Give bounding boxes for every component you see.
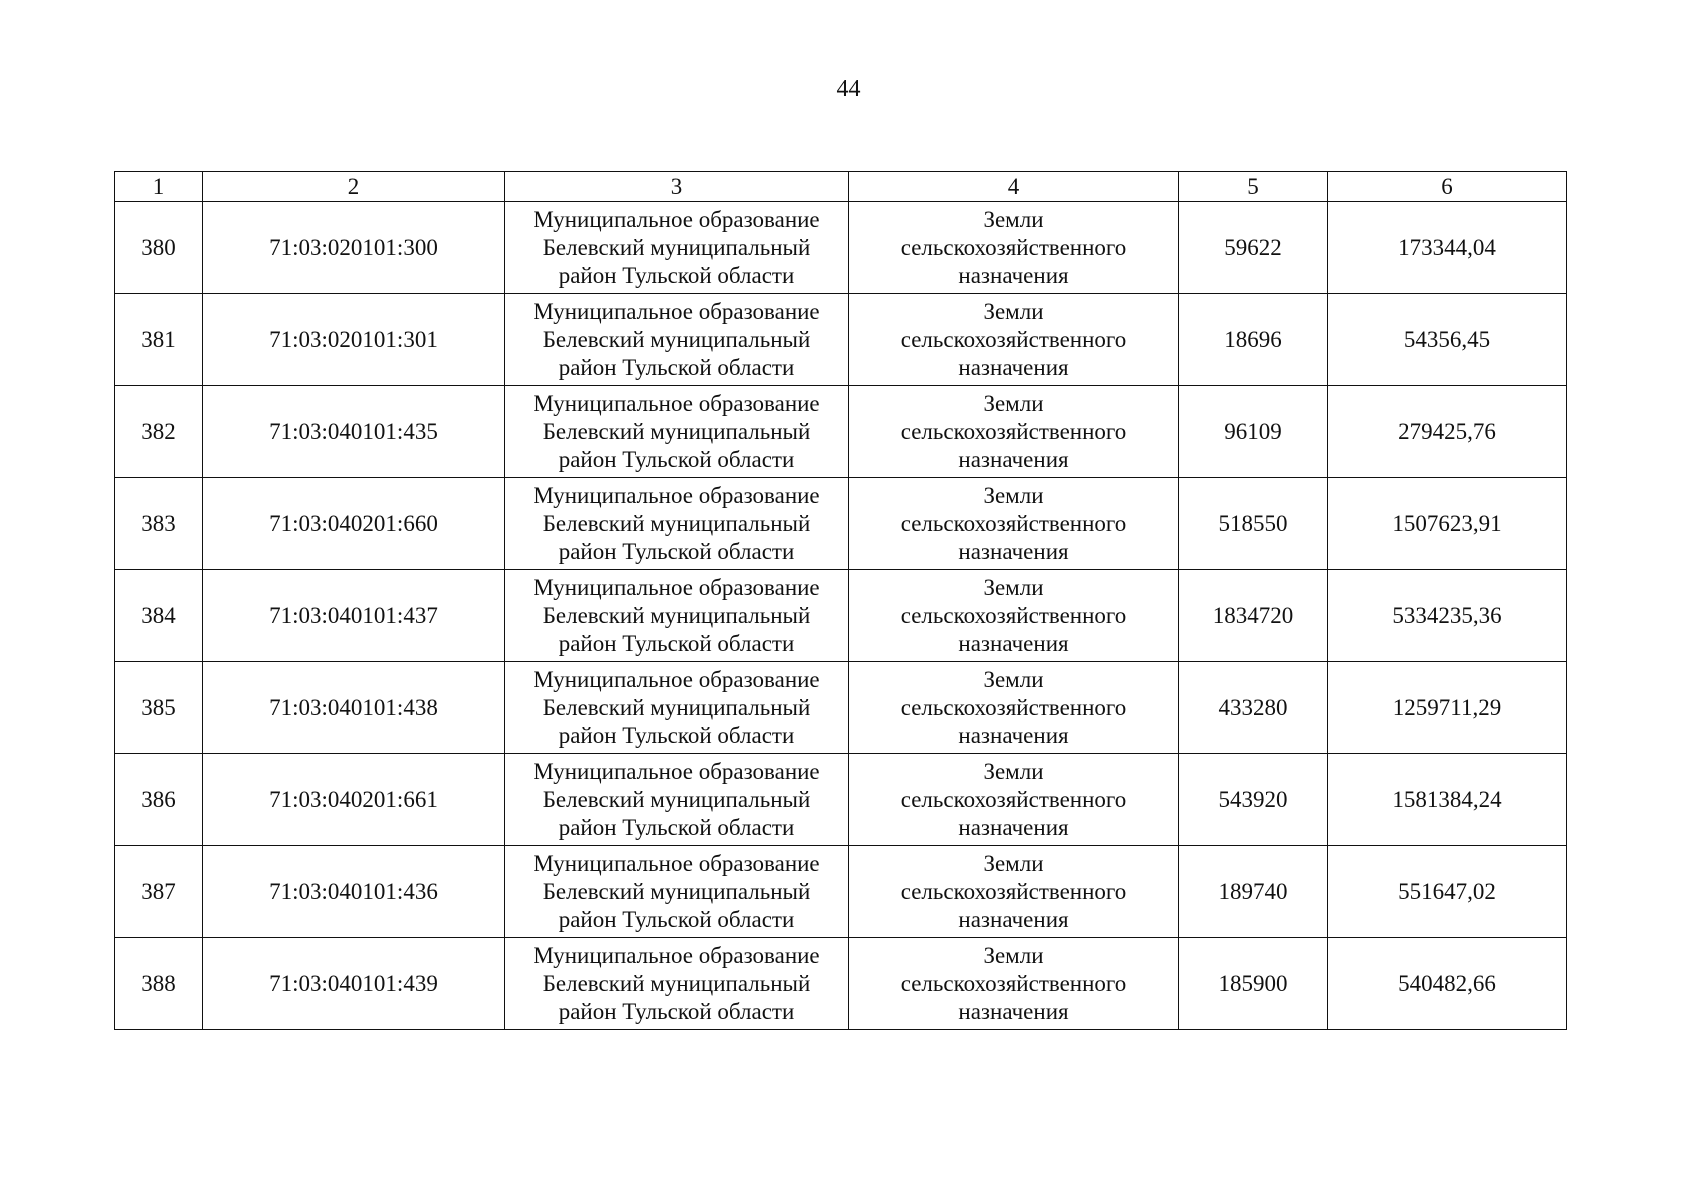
area-cell: 189740 <box>1179 846 1328 938</box>
cadastral-value-cell: 540482,66 <box>1328 938 1567 1030</box>
row-number-cell: 380 <box>115 202 203 294</box>
row-number-cell: 385 <box>115 662 203 754</box>
owner-cell <box>505 386 849 478</box>
owner-cell <box>505 754 849 846</box>
table-row <box>115 478 1567 570</box>
land-category-line: Земли <box>983 574 1044 600</box>
land-category-line: назначения <box>958 446 1069 472</box>
area-cell: 518550 <box>1179 478 1328 570</box>
land-category-cell <box>849 938 1179 1030</box>
land-category-line: сельскохозяйственного <box>900 510 1127 536</box>
row-number-cell: 386 <box>115 754 203 846</box>
table-row <box>115 386 1567 478</box>
land-category-line: Земли <box>983 942 1044 968</box>
land-category-line: сельскохозяйственного <box>900 234 1127 260</box>
owner-line: Белевский муниципальный <box>542 326 811 352</box>
table-header-row <box>115 172 1567 202</box>
land-category-line: Земли <box>983 482 1044 508</box>
row-number-cell: 387 <box>115 846 203 938</box>
cadastral-number-cell: 71:03:040101:436 <box>203 846 505 938</box>
land-category-line: сельскохозяйственного <box>900 786 1127 812</box>
owner-line: Муниципальное образование <box>533 850 820 876</box>
owner-line: район Тульской области <box>558 262 795 288</box>
cadastral-value-cell: 1581384,24 <box>1328 754 1567 846</box>
land-category-line: сельскохозяйственного <box>900 970 1127 996</box>
owner-line: район Тульской области <box>558 446 795 472</box>
cadastral-number-cell: 71:03:040201:661 <box>203 754 505 846</box>
land-category-line: Земли <box>983 206 1044 232</box>
land-category-cell <box>849 570 1179 662</box>
owner-cell <box>505 938 849 1030</box>
table-body <box>115 202 1567 1030</box>
owner-line: Муниципальное образование <box>533 666 820 692</box>
cadastral-number-cell: 71:03:040101:435 <box>203 386 505 478</box>
column-header-5: 5 <box>1179 172 1328 202</box>
area-cell: 59622 <box>1179 202 1328 294</box>
land-category-line: Земли <box>983 758 1044 784</box>
cadastral-value-cell: 54356,45 <box>1328 294 1567 386</box>
land-category-line: сельскохозяйственного <box>900 694 1127 720</box>
row-number-cell: 383 <box>115 478 203 570</box>
land-category-line: назначения <box>958 354 1069 380</box>
area-cell: 18696 <box>1179 294 1328 386</box>
land-category-cell <box>849 478 1179 570</box>
owner-line: Муниципальное образование <box>533 206 820 232</box>
cadastral-number-cell: 71:03:020101:300 <box>203 202 505 294</box>
area-cell: 96109 <box>1179 386 1328 478</box>
land-category-line: назначения <box>958 722 1069 748</box>
owner-line: Белевский муниципальный <box>542 234 811 260</box>
column-header-1: 1 <box>115 172 203 202</box>
area-cell: 433280 <box>1179 662 1328 754</box>
land-category-line: Земли <box>983 850 1044 876</box>
owner-line: район Тульской области <box>558 814 795 840</box>
owner-line: Муниципальное образование <box>533 758 820 784</box>
table-row <box>115 938 1567 1030</box>
owner-cell <box>505 202 849 294</box>
owner-line: район Тульской области <box>558 906 795 932</box>
row-number-cell: 381 <box>115 294 203 386</box>
area-cell: 543920 <box>1179 754 1328 846</box>
owner-line: Муниципальное образование <box>533 298 820 324</box>
land-category-cell <box>849 386 1179 478</box>
page-number: 44 <box>836 76 861 102</box>
owner-line: Муниципальное образование <box>533 482 820 508</box>
land-category-line: сельскохозяйственного <box>900 326 1127 352</box>
land-category-line: назначения <box>958 262 1069 288</box>
land-category-line: Земли <box>983 298 1044 324</box>
table-row <box>115 294 1567 386</box>
column-header-6: 6 <box>1328 172 1567 202</box>
row-number-cell: 382 <box>115 386 203 478</box>
owner-line: район Тульской области <box>558 538 795 564</box>
column-header-4: 4 <box>849 172 1179 202</box>
land-category-cell <box>849 294 1179 386</box>
cadastral-value-cell: 173344,04 <box>1328 202 1567 294</box>
cadastral-number-cell: 71:03:040101:438 <box>203 662 505 754</box>
land-category-cell <box>849 754 1179 846</box>
owner-line: Белевский муниципальный <box>542 970 811 996</box>
owner-line: район Тульской области <box>558 722 795 748</box>
table-row <box>115 846 1567 938</box>
owner-cell <box>505 294 849 386</box>
row-number-cell: 388 <box>115 938 203 1030</box>
owner-cell <box>505 570 849 662</box>
owner-line: Муниципальное образование <box>533 942 820 968</box>
table-row <box>115 202 1567 294</box>
land-category-line: назначения <box>958 814 1069 840</box>
owner-line: район Тульской области <box>558 998 795 1024</box>
land-category-line: назначения <box>958 998 1069 1024</box>
owner-line: Белевский муниципальный <box>542 510 811 536</box>
owner-line: район Тульской области <box>558 354 795 380</box>
table-row <box>115 570 1567 662</box>
owner-line: Белевский муниципальный <box>542 694 811 720</box>
land-category-line: назначения <box>958 906 1069 932</box>
owner-line: Белевский муниципальный <box>542 602 811 628</box>
land-category-line: назначения <box>958 630 1069 656</box>
cadastral-value-cell: 5334235,36 <box>1328 570 1567 662</box>
column-header-2: 2 <box>203 172 505 202</box>
row-number-cell: 384 <box>115 570 203 662</box>
land-category-line: Земли <box>983 390 1044 416</box>
owner-cell <box>505 846 849 938</box>
owner-cell <box>505 662 849 754</box>
land-category-cell <box>849 846 1179 938</box>
cadastral-value-cell: 279425,76 <box>1328 386 1567 478</box>
area-cell: 1834720 <box>1179 570 1328 662</box>
land-category-cell <box>849 202 1179 294</box>
owner-line: Белевский муниципальный <box>542 418 811 444</box>
cadastral-number-cell: 71:03:020101:301 <box>203 294 505 386</box>
table-row <box>115 662 1567 754</box>
land-plots-table <box>114 171 1567 1030</box>
land-category-line: сельскохозяйственного <box>900 602 1127 628</box>
cadastral-value-cell: 1507623,91 <box>1328 478 1567 570</box>
cadastral-number-cell: 71:03:040201:660 <box>203 478 505 570</box>
owner-cell <box>505 478 849 570</box>
land-category-line: Земли <box>983 666 1044 692</box>
land-category-line: назначения <box>958 538 1069 564</box>
cadastral-value-cell: 1259711,29 <box>1328 662 1567 754</box>
cadastral-value-cell: 551647,02 <box>1328 846 1567 938</box>
owner-line: Муниципальное образование <box>533 574 820 600</box>
area-cell: 185900 <box>1179 938 1328 1030</box>
owner-line: Белевский муниципальный <box>542 786 811 812</box>
table-row <box>115 754 1567 846</box>
column-header-3: 3 <box>505 172 849 202</box>
cadastral-number-cell: 71:03:040101:439 <box>203 938 505 1030</box>
cadastral-number-cell: 71:03:040101:437 <box>203 570 505 662</box>
land-category-cell <box>849 662 1179 754</box>
owner-line: Муниципальное образование <box>533 390 820 416</box>
land-category-line: сельскохозяйственного <box>900 418 1127 444</box>
land-category-line: сельскохозяйственного <box>900 878 1127 904</box>
owner-line: Белевский муниципальный <box>542 878 811 904</box>
owner-line: район Тульской области <box>558 630 795 656</box>
